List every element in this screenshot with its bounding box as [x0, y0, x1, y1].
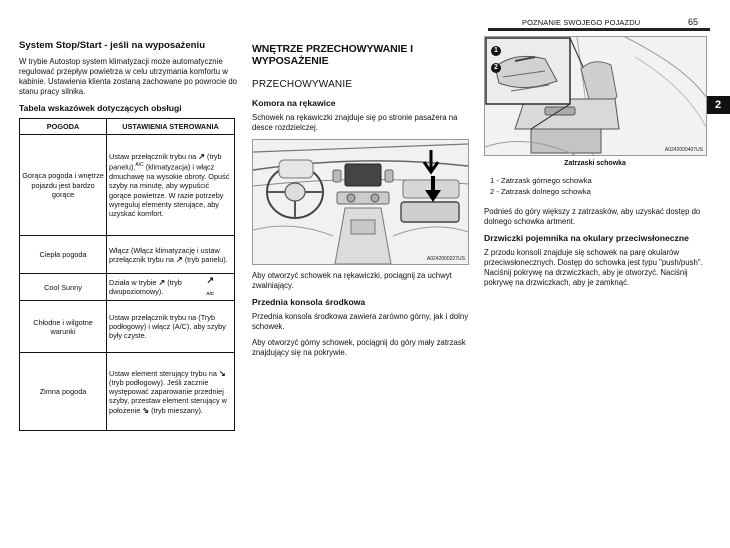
column-right — [484, 36, 706, 294]
console-drawing — [485, 37, 706, 155]
weather-cell: Ciepła pogoda — [20, 236, 107, 274]
weather-cell: Zimna pogoda — [20, 353, 107, 431]
list-item: 2 - Zatrzask dolnego schowka — [490, 187, 591, 196]
list-item: 1 - Zatrzask górnego schowka — [490, 176, 592, 185]
table-row — [20, 236, 235, 274]
figure-code: A0242000407US — [664, 147, 703, 153]
weather-cell: Gorąca pogoda i wnętrze pojazdu jest bardzo gorące — [20, 135, 107, 236]
column-left — [19, 40, 237, 431]
subsection-heading: PRZECHOWYWANIE — [252, 79, 353, 90]
floor-mode-icon: ↘ — [218, 368, 226, 378]
lower-bin-text: Podnieś do góry większy z zatrzasków, aby uzyskać dostęp do dolnego schowka artment. — [484, 207, 701, 226]
column-middle — [252, 40, 472, 364]
stop-start-heading: System Stop/Start - jeśli na wyposażeniu — [19, 40, 206, 51]
figure-code: A0242000227US — [426, 256, 465, 262]
ac-icon: A/C — [135, 162, 144, 169]
section-heading: WNĘTRZE PRZECHOWYWANIE I WYPOSAŻENIE — [252, 43, 413, 67]
operation-tips-table — [19, 118, 235, 431]
table-title: Tabela wskazówek dotyczących obsługi — [19, 103, 182, 113]
stop-start-intro: W trybie Autostop system klimatyzacji może automatycznie regulować przepływ powietrza w celu utrzymania komfortu w kabinie. Ustawienia klienta zostaną zachowane po powrocie do stanu pracy silnika. — [19, 57, 238, 96]
weather-cell: Cool Sunny — [20, 274, 107, 301]
console-title: Przednia konsola środkowa — [252, 297, 366, 307]
mix-mode-icon: ⇘ — [142, 405, 150, 415]
sunglasses-title: Drzwiczki pojemnika na okulary przeciwsłoneczne — [484, 233, 689, 243]
glovebox-open-text: Aby otworzyć schowek na rękawiczki, pociągnij za uchwyt zwalniający. — [252, 271, 452, 290]
settings-cell: Działa w trybie ↗ (tryb dwupoziomowy). ↗ A/C — [107, 274, 235, 301]
header-rule — [488, 28, 710, 31]
callout-2: 2 — [491, 63, 501, 73]
col-header-weather: POGODA — [20, 119, 107, 135]
table-row — [20, 135, 235, 236]
console-text-1: Przednia konsola środkowa zawiera zarówno górny, jak i dolny schowek. — [252, 312, 469, 331]
bi-level-mode-icon: ↗ — [206, 275, 214, 286]
callout-1: 1 — [491, 46, 501, 56]
settings-cell: Ustaw przełącznik trybu na (Tryb podłogowy) i włącz (A/C), aby szyby były czyste. — [107, 301, 235, 353]
glovebox-title: Komora na rękawice — [252, 98, 336, 108]
console-illustration — [484, 36, 707, 156]
figure-caption: Zatrzaski schowka — [564, 160, 626, 167]
sunglasses-text: Z przodu konsoli znajduje się schowek na parę okularów przeciwsłonecznych. Dostęp do schowka jest typu "push/push". Naciśnij pokrywę na drzwiczkach, aby je otworzyć. Naciśnij pokrywę na drzwiczkach, aby je zamknąć. — [484, 248, 703, 287]
latch-list — [490, 175, 706, 197]
settings-cell: Ustaw element sterujący trybu na ↘ (tryb podłogowy). Jeśli zacznie występować zaparowanie przedniej szyby, przestaw element sterujący w położenie ⇘ (tryb mieszany). — [107, 353, 235, 431]
dashboard-illustration — [252, 139, 469, 265]
console-text-2: Aby otworzyć górny schowek, pociągnij do góry mały zatrzask znajdujący się na pokrywie. — [252, 338, 466, 357]
chapter-tab: 2 — [706, 96, 730, 114]
panel-mode-icon: ↗ — [175, 254, 183, 264]
col-header-settings: USTAWIENIA STEROWANIA — [107, 119, 235, 135]
page-number: 65 — [688, 17, 699, 27]
running-header-title: POZNANIE SWOJEGO POJAZDU — [522, 18, 641, 27]
settings-cell: Włącz (Włącz klimatyzację i ustaw przełącznik trybu na ↗ (tryb panelu). — [107, 236, 235, 274]
dashboard-drawing — [253, 140, 468, 264]
table-header-row — [20, 119, 235, 135]
settings-cell: Ustaw przełącznik trybu na ↗ (tryb panelu),$^{A/C}$ (klimatyzacja) i włącz dmuchawę na wysokie obroty. Opuść szyby na minutę, aby wypuścić gorące powietrze. W razie potrzeby wyreguluj elementy sterujące, aby uzyskać komfort. — [107, 135, 235, 236]
glovebox-text: Schowek na rękawiczki znajduje się po stronie pasażera na desce rozdzielczej. — [252, 113, 458, 132]
panel-mode-icon: ↗ — [198, 152, 205, 162]
table-row — [20, 301, 235, 353]
weather-cell: Chłodne i wilgotne warunki — [20, 301, 107, 353]
ac-icon: A/C — [206, 291, 214, 297]
table-row — [20, 353, 235, 431]
table-row — [20, 274, 235, 301]
bi-level-mode-icon: ↗ — [158, 278, 166, 287]
